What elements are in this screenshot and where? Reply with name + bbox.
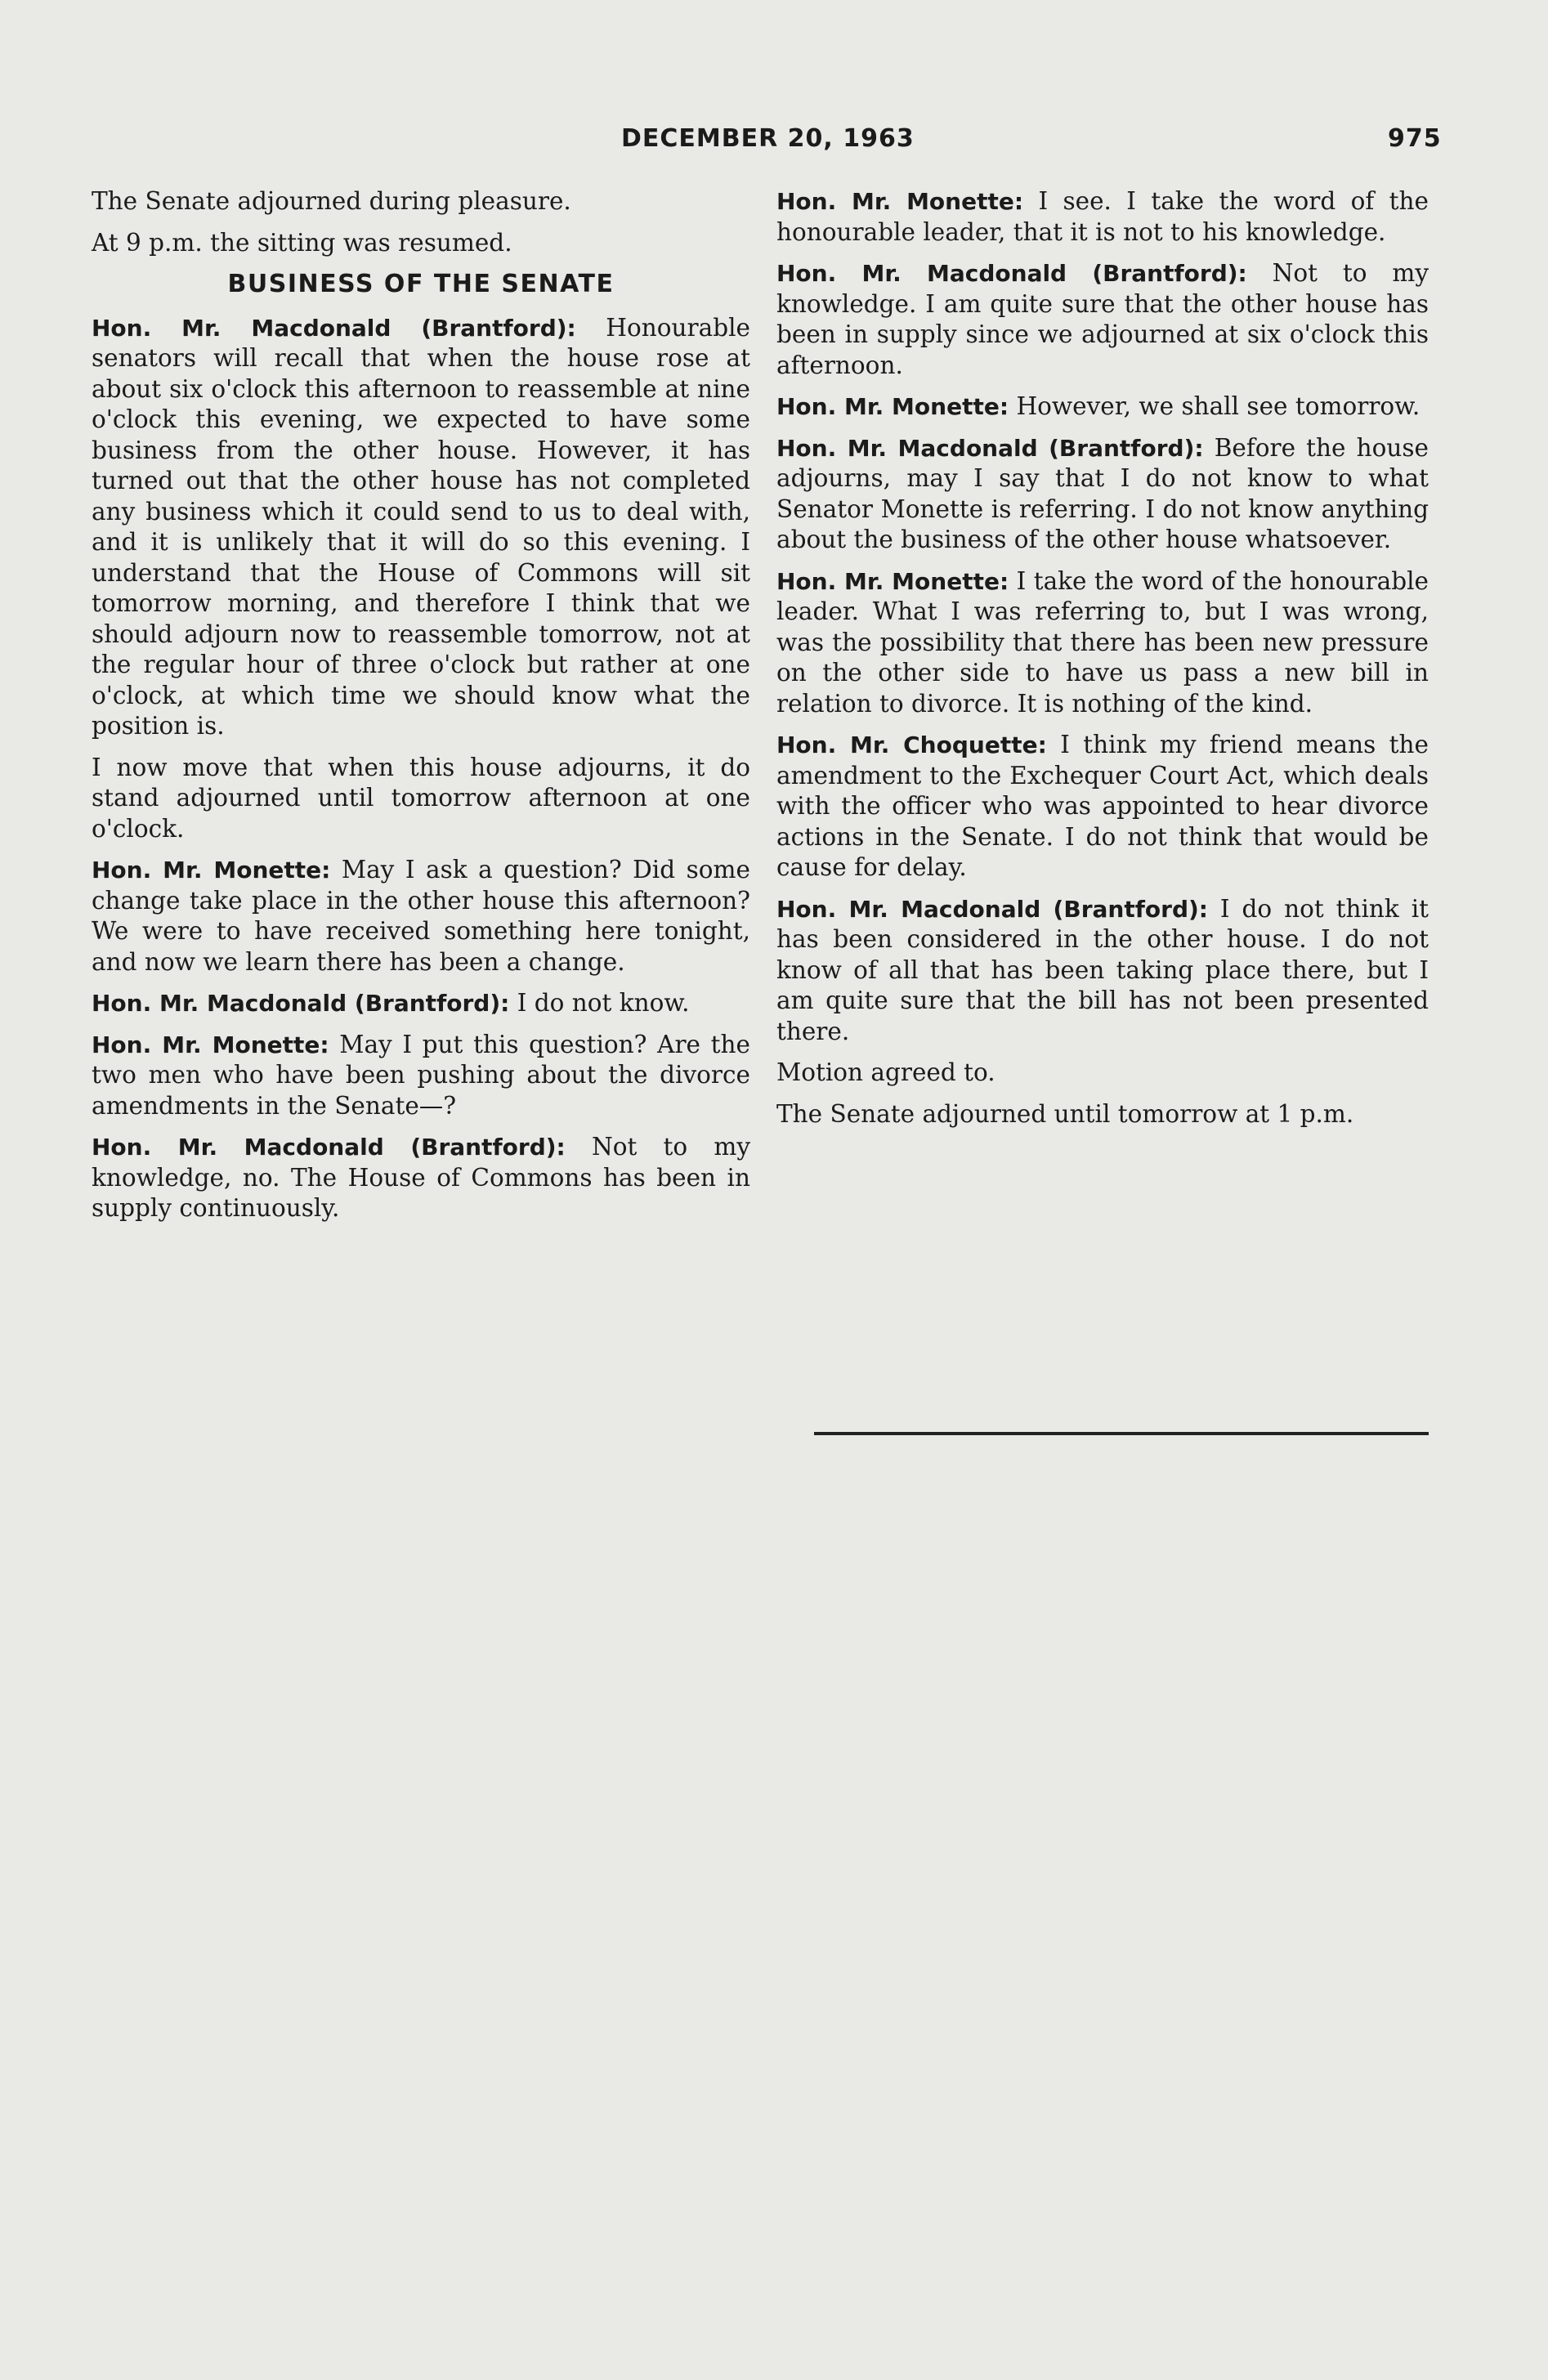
speaker-name: Hon. Mr. Monette: bbox=[776, 567, 1009, 595]
paragraph: The Senate adjourned during pleasure. bbox=[92, 187, 571, 215]
speech bbox=[92, 855, 750, 978]
paragraph: Motion agreed to. bbox=[776, 1058, 995, 1086]
speech-text: I think my friend means the amendment to the Exchequer Court Act, which deals with the officer who was appointed to hear divorce actions in the Senate. I do not think that would be cause for delay. bbox=[776, 731, 1429, 881]
page-header bbox=[0, 124, 1548, 165]
speech-text: However, we shall see tomorrow. bbox=[1016, 392, 1420, 420]
speech-text: Not to my knowledge, no. The House of Commons has been in supply continuously. bbox=[92, 1133, 750, 1222]
speaker-name: Hon. Mr. Monette: bbox=[92, 1031, 329, 1058]
header-date: DECEMBER 20, 1963 bbox=[621, 124, 915, 153]
speech-text: May I put this question? Are the two men who have been pushing about the divorce amendments in the Senate—? bbox=[92, 1030, 750, 1120]
speaker-name: Hon. Mr. Macdonald (Brantford): bbox=[92, 314, 576, 342]
section-heading: BUSINESS OF THE SENATE bbox=[227, 270, 615, 298]
speech bbox=[776, 391, 1429, 423]
speech bbox=[776, 433, 1429, 556]
right-column bbox=[776, 186, 1429, 1140]
speech-text: I see. I take the word of the honourable leader, that it is not to his knowledge. bbox=[776, 187, 1429, 246]
speaker-name: Hon. Mr. Macdonald (Brantford): bbox=[776, 260, 1247, 287]
speaker-name: Hon. Mr. Monette: bbox=[776, 188, 1024, 215]
speech bbox=[92, 1132, 750, 1224]
paragraph: At 9 p.m. the sitting was resumed. bbox=[92, 228, 512, 257]
speaker-name: Hon. Mr. Monette: bbox=[92, 857, 331, 884]
speech bbox=[92, 313, 750, 742]
speaker-name: Hon. Mr. Macdonald (Brantford): bbox=[92, 990, 510, 1017]
speech-text: Honourable senators will recall that when the house rose at about six o'clock this afternoon to reassemble at nine o'clock this evening, we expected to have some business from the other house. However, it has turned out that the other house has not completed any business which it could send to us to deal with, and it is unlikely that it will do so this evening. I understand that the House of Commons will sit tomorrow morning, and therefore I think that we should adjourn now to reassemble tomorrow, not at the regular hour of three o'clock but rather at one o'clock, at which time we should know what the position is. bbox=[92, 313, 750, 740]
speech-text: I take the word of the honourable leader. What I was referring to, but I was wrong, was the possibility that there has been new pressure on the other side to have us pass a new bill in relation to divorce. It is nothing of the kind. bbox=[776, 566, 1429, 718]
end-rule bbox=[814, 1432, 1429, 1435]
speech bbox=[776, 730, 1429, 884]
page-number: 975 bbox=[1388, 124, 1442, 153]
speech-text: May I ask a question? Did some change take place in the other house this afternoon? We were to have received something here tonight, and now we learn there has been a change. bbox=[92, 856, 750, 976]
speech bbox=[92, 1030, 750, 1122]
speech bbox=[776, 566, 1429, 720]
paragraph: The Senate adjourned until tomorrow at 1 p.m. bbox=[776, 1099, 1354, 1128]
speech bbox=[776, 258, 1429, 381]
speech-text: I do not think it has been considered in the other house. I do not know of all that has been taking place there, but I am quite sure that the bill has not been presented there. bbox=[776, 894, 1429, 1045]
speech bbox=[776, 894, 1429, 1048]
speaker-name: Hon. Mr. Macdonald (Brantford): bbox=[92, 1134, 566, 1161]
speech-text: Before the house adjourns, may I say that I do not know to what Senator Monette is referring. I do not know anything about the business of the other house whatsoever. bbox=[776, 433, 1429, 553]
speaker-name: Hon. Mr. Macdonald (Brantford): bbox=[776, 434, 1204, 462]
speaker-name: Hon. Mr. Monette: bbox=[776, 393, 1009, 420]
speaker-name: Hon. Mr. Choquette: bbox=[776, 731, 1047, 758]
speech bbox=[776, 186, 1429, 248]
speech bbox=[92, 988, 750, 1019]
paragraph: I now move that when this house adjourns, it do stand adjourned until tomorrow afternoon at one o'clock. bbox=[92, 753, 750, 843]
speech-text: Not to my knowledge. I am quite sure that the other house has been in supply since we adjourned at six o'clock this afternoon. bbox=[776, 259, 1429, 379]
speaker-name: Hon. Mr. Macdonald (Brantford): bbox=[776, 895, 1208, 923]
speech-text: I do not know. bbox=[517, 989, 690, 1017]
left-column bbox=[92, 186, 750, 1235]
